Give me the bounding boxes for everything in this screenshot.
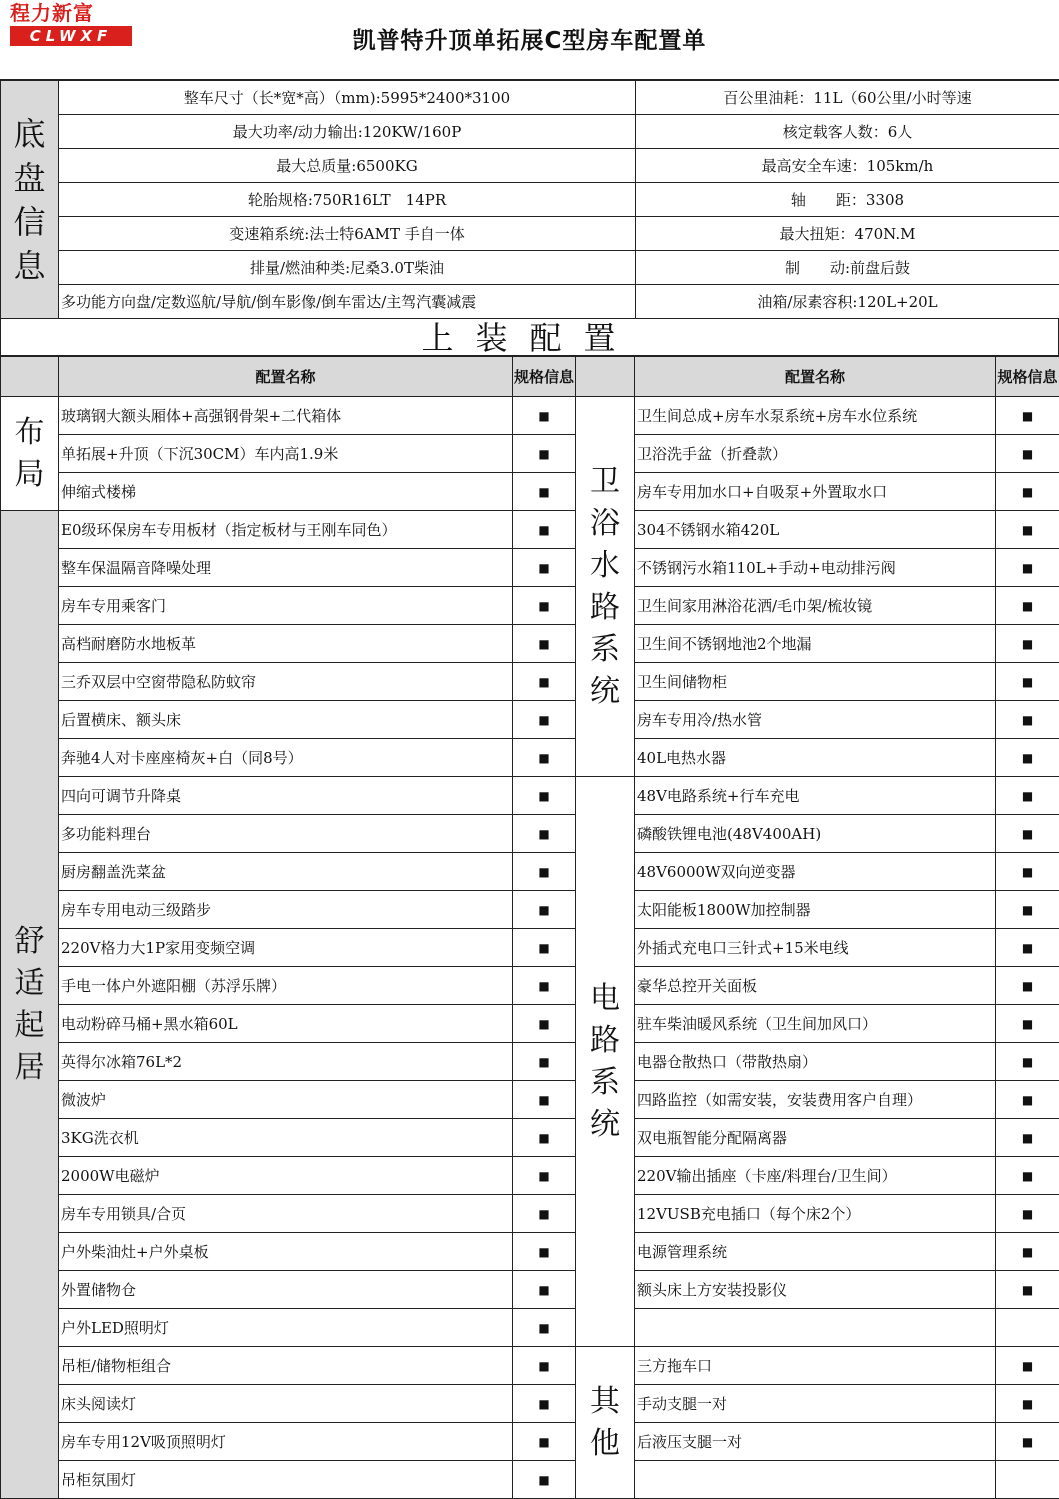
left-spec-mark: ■ (513, 435, 576, 473)
config-row (1, 625, 1059, 663)
left-spec-mark: ■ (513, 1043, 576, 1081)
right-config-item: 四路监控（如需安装，安装费用客户自理） (635, 1081, 996, 1119)
right-config-item: 外插式充电口三针式+15米电线 (635, 929, 996, 967)
right-config-item: 太阳能板1800W加控制器 (635, 891, 996, 929)
config-row (1, 815, 1059, 853)
config-row (1, 1271, 1059, 1309)
left-spec-mark: ■ (513, 1271, 576, 1309)
chassis-spec-left: 轮胎规格:750R16LT 14PR (59, 183, 636, 217)
left-spec-mark: ■ (513, 1081, 576, 1119)
right-config-item: 40L电热水器 (635, 739, 996, 777)
header-right-spec: 规格信息 (996, 357, 1059, 397)
chassis-info-table (0, 80, 1059, 319)
right-spec-mark: ■ (996, 587, 1059, 625)
left-config-item: 外置储物仓 (59, 1271, 513, 1309)
left-spec-mark: ■ (513, 929, 576, 967)
logo-chinese: 程力新富 (10, 1, 94, 25)
right-spec-mark: ■ (996, 1043, 1059, 1081)
config-row (1, 1005, 1059, 1043)
left-config-item: 房车专用12V吸顶照明灯 (59, 1423, 513, 1461)
right-spec-mark: ■ (996, 625, 1059, 663)
right-config-item: 卫生间总成+房车水泵系统+房车水位系统 (635, 397, 996, 435)
right-config-item: 304不锈钢水箱420L (635, 511, 996, 549)
right-spec-mark: ■ (996, 853, 1059, 891)
right-category-label: 电路系统 (576, 777, 635, 1347)
config-row (1, 1233, 1059, 1271)
chassis-row (1, 115, 1059, 149)
upfit-config-banner: 上装配置 (0, 318, 1059, 356)
right-category-label: 其他 (576, 1347, 635, 1499)
right-spec-mark: ■ (996, 1081, 1059, 1119)
left-config-item: 伸缩式楼梯 (59, 473, 513, 511)
left-config-item: 后置横床、额头床 (59, 701, 513, 739)
left-spec-mark: ■ (513, 1119, 576, 1157)
config-header-row (1, 357, 1059, 397)
left-spec-mark: ■ (513, 1195, 576, 1233)
chassis-row (1, 251, 1059, 285)
left-config-item: 单拓展+升顶（下沉30CM）车内高1.9米 (59, 435, 513, 473)
right-config-item: 豪华总控开关面板 (635, 967, 996, 1005)
right-spec-mark: ■ (996, 1423, 1059, 1461)
config-row (1, 853, 1059, 891)
right-config-item: 房车专用冷/热水管 (635, 701, 996, 739)
right-config-item: 220V输出插座（卡座/料理台/卫生间） (635, 1157, 996, 1195)
left-spec-mark: ■ (513, 625, 576, 663)
right-spec-mark: ■ (996, 1005, 1059, 1043)
right-config-item: 三方拖车口 (635, 1347, 996, 1385)
chassis-spec-right: 核定载客人数：6人 (636, 115, 1059, 149)
left-config-item: 高档耐磨防水地板革 (59, 625, 513, 663)
left-config-item: 英得尔冰箱76L*2 (59, 1043, 513, 1081)
left-config-item: 2000W电磁炉 (59, 1157, 513, 1195)
chassis-section-label: 底盘信息 (1, 81, 59, 319)
left-config-item: 奔驰4人对卡座座椅灰+白（同8号） (59, 739, 513, 777)
chassis-row (1, 217, 1059, 251)
config-row (1, 739, 1059, 777)
config-row (1, 663, 1059, 701)
right-config-item (635, 1309, 996, 1347)
right-spec-mark: ■ (996, 701, 1059, 739)
page-title: 凯普特升顶单拓展C型房车配置单 (352, 28, 707, 54)
config-row (1, 1195, 1059, 1233)
left-config-item: 整车保温隔音降噪处理 (59, 549, 513, 587)
right-config-item: 双电瓶智能分配隔离器 (635, 1119, 996, 1157)
right-spec-mark (996, 1461, 1059, 1499)
right-config-item: 电源管理系统 (635, 1233, 996, 1271)
left-config-item: 多功能料理台 (59, 815, 513, 853)
left-spec-mark: ■ (513, 587, 576, 625)
config-row (1, 473, 1059, 511)
right-config-item: 后液压支腿一对 (635, 1423, 996, 1461)
left-config-item: 手电一体户外遮阳棚（苏浮乐牌） (59, 967, 513, 1005)
config-row (1, 701, 1059, 739)
left-config-item: 220V格力大1P家用变频空调 (59, 929, 513, 967)
config-row (1, 1347, 1059, 1385)
right-spec-mark: ■ (996, 1195, 1059, 1233)
right-spec-mark: ■ (996, 1119, 1059, 1157)
left-spec-mark: ■ (513, 967, 576, 1005)
left-spec-mark: ■ (513, 1385, 576, 1423)
left-spec-mark: ■ (513, 1309, 576, 1347)
left-config-item: 三乔双层中空窗带隐私防蚊帘 (59, 663, 513, 701)
right-config-item: 手动支腿一对 (635, 1385, 996, 1423)
chassis-row (1, 149, 1059, 183)
config-row (1, 967, 1059, 1005)
header-left-category-cell (1, 357, 59, 397)
left-spec-mark: ■ (513, 891, 576, 929)
header-right-name: 配置名称 (635, 357, 996, 397)
chassis-row (1, 183, 1059, 217)
right-spec-mark: ■ (996, 967, 1059, 1005)
chassis-spec-right: 轴 距：3308 (636, 183, 1059, 217)
config-row (1, 1043, 1059, 1081)
config-row (1, 1309, 1059, 1347)
left-config-item: E0级环保房车专用板材（指定板材与王刚车同色） (59, 511, 513, 549)
left-spec-mark: ■ (513, 1005, 576, 1043)
right-config-item: 电器仓散热口（带散热扇） (635, 1043, 996, 1081)
left-spec-mark: ■ (513, 397, 576, 435)
left-spec-mark: ■ (513, 663, 576, 701)
right-spec-mark: ■ (996, 397, 1059, 435)
left-config-item: 玻璃钢大额头厢体+高强钢骨架+二代箱体 (59, 397, 513, 435)
chassis-spec-right: 制 动:前盘后鼓 (636, 251, 1059, 285)
chassis-spec-right: 最高安全车速：105km/h (636, 149, 1059, 183)
config-row (1, 1081, 1059, 1119)
right-spec-mark: ■ (996, 891, 1059, 929)
right-category-label: 卫浴水路系统 (576, 397, 635, 777)
right-config-item: 卫生间家用淋浴花洒/毛巾架/梳妆镜 (635, 587, 996, 625)
left-config-item: 户外LED照明灯 (59, 1309, 513, 1347)
left-config-item: 吊柜/储物柜组合 (59, 1347, 513, 1385)
right-config-item: 48V电路系统+行车充电 (635, 777, 996, 815)
left-config-item: 房车专用乘客门 (59, 587, 513, 625)
left-config-item: 厨房翻盖洗菜盆 (59, 853, 513, 891)
chassis-row (1, 285, 1059, 319)
right-spec-mark: ■ (996, 815, 1059, 853)
right-spec-mark: ■ (996, 1271, 1059, 1309)
left-spec-mark: ■ (513, 511, 576, 549)
config-row (1, 587, 1059, 625)
left-config-item: 电动粉碎马桶+黑水箱60L (59, 1005, 513, 1043)
upfit-config-table (0, 356, 1059, 1499)
chassis-spec-right: 百公里油耗：11L（60公里/小时等速 (636, 81, 1059, 115)
right-spec-mark: ■ (996, 1347, 1059, 1385)
config-row (1, 891, 1059, 929)
chassis-spec-left: 排量/燃油种类:尼桑3.0T柴油 (59, 251, 636, 285)
right-spec-mark: ■ (996, 473, 1059, 511)
left-spec-mark: ■ (513, 549, 576, 587)
left-config-item: 房车专用电动三级踏步 (59, 891, 513, 929)
right-config-item: 房车专用加水口+自吸泵+外置取水口 (635, 473, 996, 511)
right-spec-mark: ■ (996, 549, 1059, 587)
right-spec-mark: ■ (996, 1157, 1059, 1195)
right-config-item: 卫生间不锈钢地池2个地漏 (635, 625, 996, 663)
left-config-item: 四向可调节升降桌 (59, 777, 513, 815)
header (0, 0, 1059, 80)
chassis-spec-left: 最大功率/动力输出:120KW/160P (59, 115, 636, 149)
right-config-item: 12VUSB充电插口（每个床2个） (635, 1195, 996, 1233)
left-spec-mark: ■ (513, 853, 576, 891)
left-spec-mark: ■ (513, 739, 576, 777)
header-left-spec: 规格信息 (513, 357, 576, 397)
chassis-spec-left: 最大总质量:6500KG (59, 149, 636, 183)
right-config-item: 磷酸铁锂电池(48V400AH) (635, 815, 996, 853)
left-config-item: 床头阅读灯 (59, 1385, 513, 1423)
config-row (1, 511, 1059, 549)
chassis-spec-left: 多功能方向盘/定数巡航/导航/倒车影像/倒车雷达/主驾汽囊减震 (59, 285, 636, 319)
right-spec-mark: ■ (996, 663, 1059, 701)
left-spec-mark: ■ (513, 473, 576, 511)
config-row (1, 1385, 1059, 1423)
right-config-item: 卫浴洗手盆（折叠款） (635, 435, 996, 473)
config-row (1, 929, 1059, 967)
right-spec-mark: ■ (996, 1233, 1059, 1271)
chassis-row (1, 81, 1059, 115)
config-row (1, 1461, 1059, 1499)
left-spec-mark: ■ (513, 1347, 576, 1385)
left-config-item: 房车专用锁具/合页 (59, 1195, 513, 1233)
right-spec-mark: ■ (996, 435, 1059, 473)
left-spec-mark: ■ (513, 1461, 576, 1499)
config-row (1, 397, 1059, 435)
left-config-item: 户外柴油灶+户外桌板 (59, 1233, 513, 1271)
chassis-spec-right: 油箱/尿素容积:120L+20L (636, 285, 1059, 319)
right-spec-mark (996, 1309, 1059, 1347)
left-config-item: 3KG洗衣机 (59, 1119, 513, 1157)
right-spec-mark: ■ (996, 1385, 1059, 1423)
right-config-item: 驻车柴油暖风系统（卫生间加风口） (635, 1005, 996, 1043)
right-spec-mark: ■ (996, 929, 1059, 967)
right-spec-mark: ■ (996, 511, 1059, 549)
right-config-item: 48V6000W双向逆变器 (635, 853, 996, 891)
chassis-spec-left: 变速箱系统:法士特6AMT 手自一体 (59, 217, 636, 251)
left-category-label: 舒适起居 (1, 511, 59, 1499)
left-spec-mark: ■ (513, 777, 576, 815)
config-row (1, 1157, 1059, 1195)
right-config-item: 额头床上方安装投影仪 (635, 1271, 996, 1309)
chassis-spec-right: 最大扭矩：470N.M (636, 217, 1059, 251)
left-category-label: 布局 (1, 397, 59, 511)
right-spec-mark: ■ (996, 739, 1059, 777)
left-config-item: 吊柜氛围灯 (59, 1461, 513, 1499)
left-spec-mark: ■ (513, 1233, 576, 1271)
header-left-name: 配置名称 (59, 357, 513, 397)
right-spec-mark: ■ (996, 777, 1059, 815)
right-config-item: 卫生间储物柜 (635, 663, 996, 701)
config-row (1, 549, 1059, 587)
header-right-category-cell (576, 357, 635, 397)
config-row (1, 1119, 1059, 1157)
config-row (1, 1423, 1059, 1461)
left-spec-mark: ■ (513, 701, 576, 739)
config-row (1, 435, 1059, 473)
right-config-item: 不锈钢污水箱110L+手动+电动排污阀 (635, 549, 996, 587)
left-spec-mark: ■ (513, 1157, 576, 1195)
chassis-spec-left: 整车尺寸（长*宽*高）（mm):5995*2400*3100 (59, 81, 636, 115)
right-config-item (635, 1461, 996, 1499)
left-spec-mark: ■ (513, 815, 576, 853)
left-spec-mark: ■ (513, 1423, 576, 1461)
logo-english: CLWXF (10, 26, 132, 46)
config-row (1, 777, 1059, 815)
left-config-item: 微波炉 (59, 1081, 513, 1119)
